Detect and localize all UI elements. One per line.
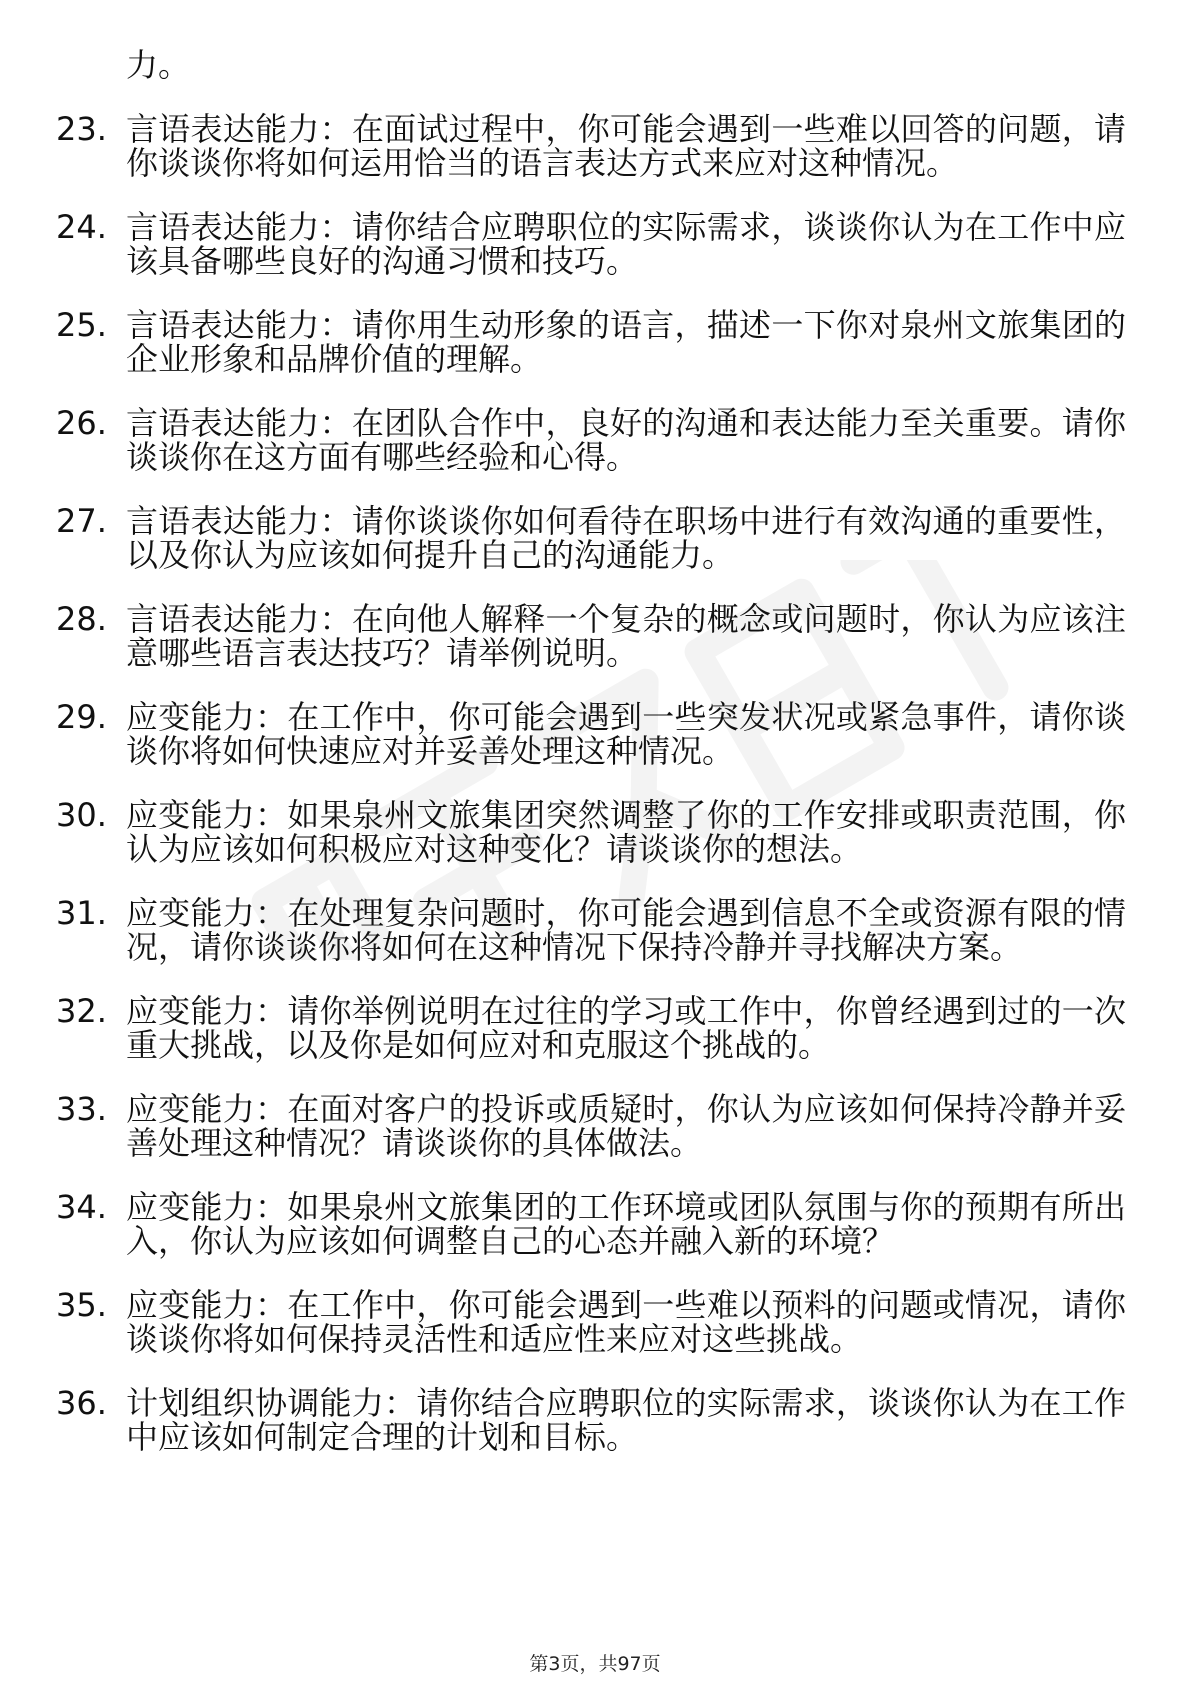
item-text: 应变能力：在工作中，你可能会遇到一些难以预料的问题或情况，请你谈谈你将如何保持灵活性和适应性来应对这些挑战。 <box>126 1286 1126 1358</box>
list-item <box>56 308 1126 376</box>
list-item <box>56 602 1126 670</box>
item-text: 计划组织协调能力：请你结合应聘职位的实际需求，谈谈你认为在工作中应该如何制定合理的计划和目标。 <box>126 1384 1126 1456</box>
item-number: 36. <box>56 1384 107 1422</box>
list-item <box>56 210 1126 278</box>
list-item <box>56 994 1126 1062</box>
item-number: 33. <box>56 1090 107 1128</box>
item-text: 言语表达能力：请你结合应聘职位的实际需求，谈谈你认为在工作中应该具备哪些良好的沟通习惯和技巧。 <box>126 208 1126 280</box>
item-text: 应变能力：请你举例说明在过往的学习或工作中，你曾经遇到过的一次重大挑战，以及你是如何应对和克服这个挑战的。 <box>126 992 1126 1064</box>
item-text: 应变能力：在面对客户的投诉或质疑时，你认为应该如何保持冷静并妥善处理这种情况？请谈谈你的具体做法。 <box>126 1090 1126 1162</box>
list-item <box>56 1386 1126 1454</box>
item-text: 应变能力：如果泉州文旅集团的工作环境或团队氛围与你的预期有所出入，你认为应该如何调整自己的心态并融入新的环境？ <box>126 1188 1126 1260</box>
item-text: 言语表达能力：请你用生动形象的语言，描述一下你对泉州文旅集团的企业形象和品牌价值的理解。 <box>126 306 1126 378</box>
item-text: 应变能力：在处理复杂问题时，你可能会遇到信息不全或资源有限的情况，请你谈谈你将如何在这种情况下保持冷静并寻找解决方案。 <box>126 894 1126 966</box>
items-container <box>56 112 1126 1454</box>
list-item <box>56 1288 1126 1356</box>
item-number: 26. <box>56 404 107 442</box>
item-number: 23. <box>56 110 107 148</box>
item-number: 35. <box>56 1286 107 1324</box>
list-item <box>56 406 1126 474</box>
list-item <box>56 798 1126 866</box>
continuation-text: 力。 <box>126 46 191 84</box>
list-item <box>56 1190 1126 1258</box>
question-list <box>56 48 1126 1484</box>
item-number: 32. <box>56 992 107 1030</box>
item-number: 28. <box>56 600 107 638</box>
item-text: 言语表达能力：在向他人解释一个复杂的概念或问题时，你认为应该注意哪些语言表达技巧？请举例说明。 <box>126 600 1126 672</box>
item-number: 30. <box>56 796 107 834</box>
item-text: 应变能力：在工作中，你可能会遇到一些突发状况或紧急事件，请你谈谈你将如何快速应对并妥善处理这种情况。 <box>126 698 1126 770</box>
list-item <box>56 700 1126 768</box>
item-number: 25. <box>56 306 107 344</box>
list-item <box>56 504 1126 572</box>
item-text: 言语表达能力：请你谈谈你如何看待在职场中进行有效沟通的重要性，以及你认为应该如何提升自己的沟通能力。 <box>126 502 1126 574</box>
item-number: 31. <box>56 894 107 932</box>
list-item <box>56 896 1126 964</box>
item-number: 34. <box>56 1188 107 1226</box>
item-number: 24. <box>56 208 107 246</box>
item-number: 29. <box>56 698 107 736</box>
page-number: 第3页，共97页 <box>529 1653 661 1675</box>
item-text: 言语表达能力：在面试过程中，你可能会遇到一些难以回答的问题，请你谈谈你将如何运用恰当的语言表达方式来应对这种情况。 <box>126 110 1126 182</box>
item-text: 言语表达能力：在团队合作中，良好的沟通和表达能力至关重要。请你谈谈你在这方面有哪些经验和心得。 <box>126 404 1126 476</box>
list-item <box>56 1092 1126 1160</box>
item-number: 27. <box>56 502 107 540</box>
list-item <box>56 112 1126 180</box>
item-text: 应变能力：如果泉州文旅集团突然调整了你的工作安排或职责范围，你认为应该如何积极应对这种变化？请谈谈你的想法。 <box>126 796 1126 868</box>
